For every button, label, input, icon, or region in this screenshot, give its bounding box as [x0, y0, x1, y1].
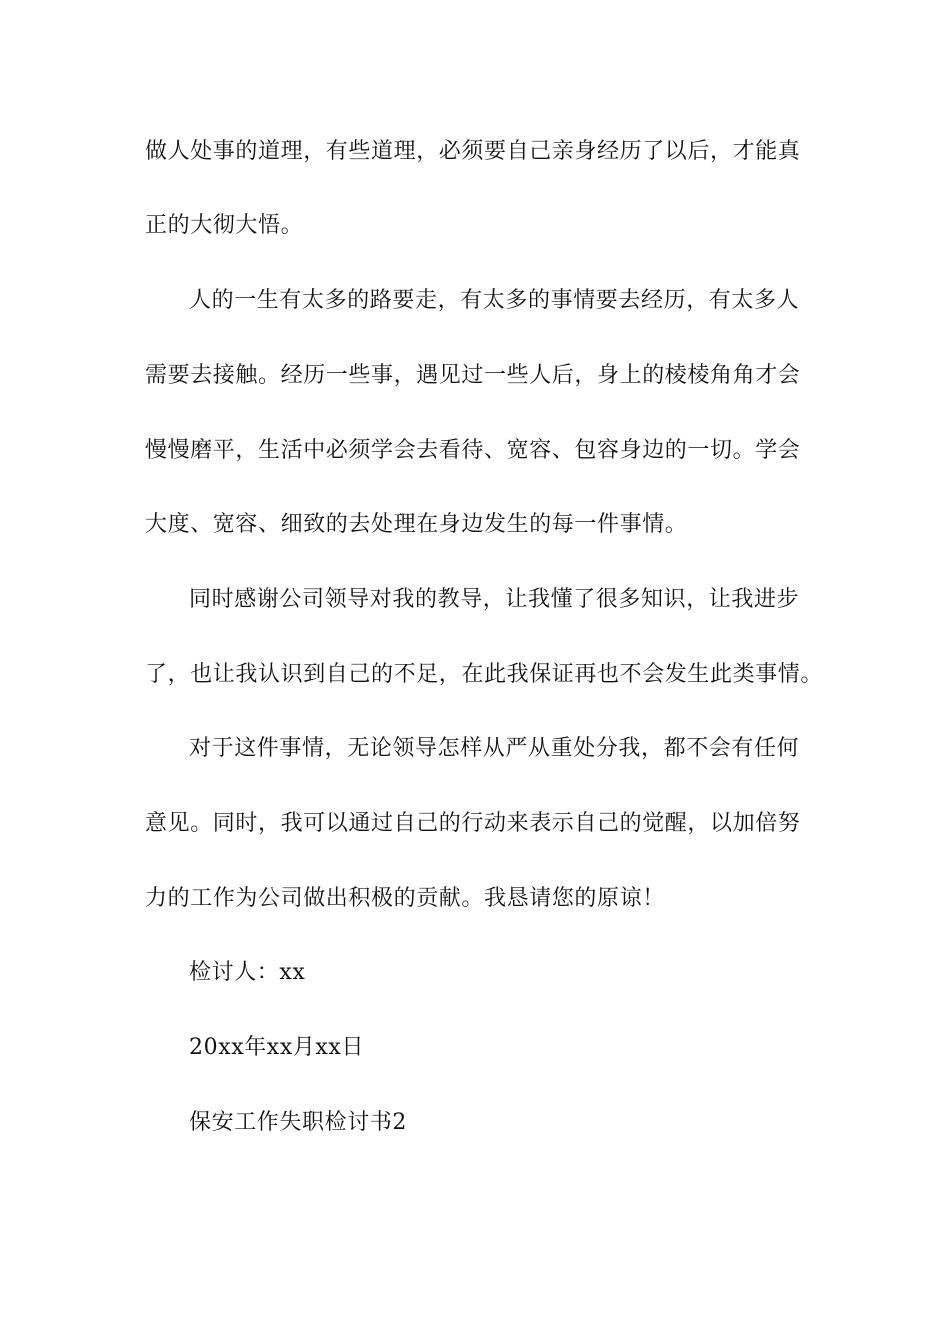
paragraph-line-9: 对于这件事情，无论领导怎样从严从重处分我，都不会有任何 — [189, 736, 800, 761]
paragraph-line-10: 意见。同时，我可以通过自己的行动来表示自己的觉醒，以加倍努 — [145, 811, 801, 836]
paragraph-line-8: 了，也让我认识到自己的不足，在此我保证再也不会发生此类事情。 — [145, 662, 824, 687]
next-section-title: 保安工作失职检讨书2 — [189, 1110, 407, 1135]
paragraph-line-6: 大度、宽容、细致的去处理在身边发生的每一件事情。 — [145, 512, 688, 537]
date-line: 20xx年xx月xx日 — [189, 1035, 365, 1060]
paragraph-line-4: 需要去接触。经历一些事，遇见过一些人后，身上的棱棱角角才会 — [145, 363, 801, 388]
paragraph-line-3: 人的一生有太多的路要走，有太多的事情要去经历，有太多人 — [189, 288, 800, 313]
paragraph-line-11: 力的工作为公司做出积极的贡献。我恳请您的原谅！ — [145, 886, 665, 911]
paragraph-line-1: 做人处事的道理，有些道理，必须要自己亲身经历了以后，才能真 — [145, 139, 801, 164]
paragraph-line-5: 慢慢磨平，生活中必须学会去看待、宽容、包容身边的一切。学会 — [145, 438, 801, 463]
paragraph-line-7: 同时感谢公司领导对我的教导，让我懂了很多知识，让我进步 — [189, 587, 800, 612]
signature-line: 检讨人：xx — [189, 960, 306, 985]
paragraph-line-2: 正的大彻大悟。 — [145, 213, 304, 238]
